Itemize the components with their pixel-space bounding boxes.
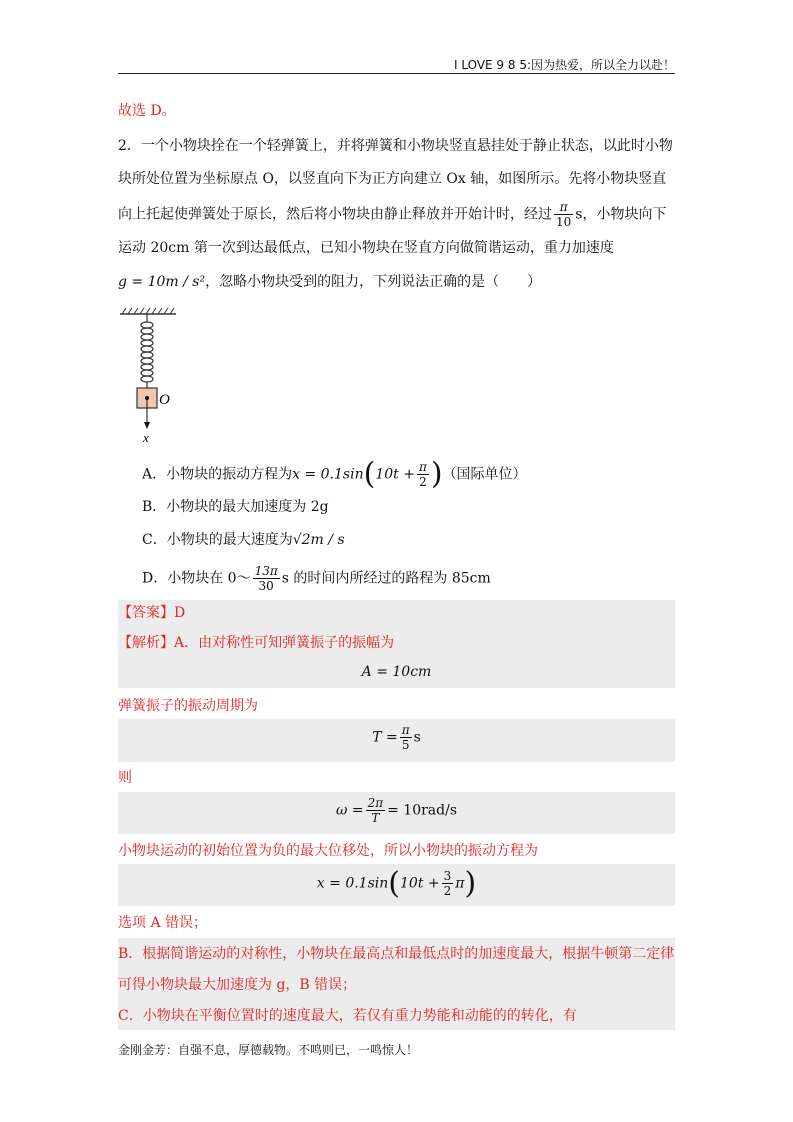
option-a-fraction bbox=[417, 460, 429, 489]
question-line-2: 块所处位置为坐标原点 O，以竖直向下为正方向建立 Ox 轴，如图所示。先将小物块竖直 bbox=[118, 171, 667, 187]
option-a-text: A．小物块的振动方程为 bbox=[142, 466, 293, 483]
question-line-5-text: ，忽略小物块受到的阻力，下列说法正确的是（ ） bbox=[205, 274, 542, 290]
analysis-label: 【解析】A．由对称性可知弹簧振子的振幅为 bbox=[118, 635, 395, 651]
option-d bbox=[142, 564, 491, 593]
period-equation bbox=[118, 723, 675, 752]
option-d-text: D．小物块在 0～ bbox=[142, 570, 251, 587]
option-b-explanation-2: 可得小物块最大加速度为 g，B 错误； bbox=[118, 977, 357, 993]
header-divider bbox=[118, 73, 675, 74]
question-line-3-before: 向上托起使弹簧处于原长，然后将小物块由静止释放并开始计时，经过 bbox=[118, 206, 552, 223]
period-unit: s bbox=[413, 729, 421, 746]
option-d-frac-num: 13π bbox=[254, 564, 278, 578]
option-c-text: C．小物块的最大速度为 bbox=[142, 532, 293, 548]
x-axis-arrow bbox=[144, 422, 150, 429]
period-text: 弹簧振子的振动周期为 bbox=[118, 698, 258, 714]
vibration-eq-num: 3 bbox=[443, 869, 452, 883]
option-a: A．小物块的振动方程为x = 0.1sin(10t + $\frac{\pi}{2}$ )（国际单位） bbox=[142, 456, 527, 492]
omega-rhs: = 10rad/s bbox=[387, 802, 458, 819]
omega-lhs: ω = bbox=[335, 802, 364, 819]
question-line-4: 运动 20cm 第一次到达最低点，已知小物块在竖直方向做简谐运动，重力加速度 bbox=[118, 240, 614, 256]
option-b-explanation-1: B．根据简谐运动的对称性，小物块在最高点和最低点时的加速度最大，根据牛顿第二定律 bbox=[118, 946, 675, 962]
option-c-formula: √2m / s bbox=[292, 532, 345, 548]
period-lhs: T = bbox=[372, 729, 398, 746]
period-num: π bbox=[401, 723, 410, 737]
origin-label: O bbox=[159, 392, 170, 408]
option-a-frac-num: π bbox=[418, 460, 427, 474]
question-line-5 bbox=[118, 272, 541, 292]
period-fraction bbox=[400, 723, 412, 752]
option-c bbox=[142, 530, 345, 550]
page-footer-text: 金刚金芳：自强不息，厚德载物。不鸣则已，一鸣惊人！ bbox=[118, 1043, 419, 1057]
spring bbox=[141, 314, 153, 388]
option-d-frac-den: 30 bbox=[258, 579, 274, 593]
initial-position-text: 小物块运动的初始位置为负的最大位移处，所以小物块的振动方程为 bbox=[118, 843, 538, 859]
vibration-equation: x = 0.1sin(10t + $\frac{3}{2}$ π) bbox=[316, 866, 477, 901]
amplitude-equation: A = 10cm bbox=[361, 664, 432, 680]
answer-label: 【答案】D bbox=[118, 605, 186, 621]
option-c-explanation-1: C．小物块在平衡位置时的速度最大，若仅有重力势能和动能的的转化，有 bbox=[118, 1008, 577, 1024]
time-fraction bbox=[554, 200, 573, 229]
period-den: 5 bbox=[401, 738, 410, 752]
option-d-fraction bbox=[253, 564, 280, 593]
page-header-text: I LOVE 9 8 5:因为热爱，所以全力以赴！ bbox=[453, 58, 675, 72]
option-b: B．小物块的最大加速度为 2g bbox=[142, 499, 329, 515]
vibration-eq-tail: π bbox=[455, 875, 465, 892]
vibration-eq-fraction bbox=[442, 869, 454, 898]
axis-label: x bbox=[143, 430, 149, 445]
question-line-3 bbox=[118, 200, 666, 229]
vibration-eq-den: 2 bbox=[443, 884, 452, 898]
gravity-formula: g = 10m / s² bbox=[118, 274, 206, 290]
time-fraction-num: π bbox=[554, 200, 573, 215]
option-d-after: s 的时间内所经过的路程为 85cm bbox=[281, 570, 491, 587]
question-line-1: 2．一个小物块拴在一个轻弹簧上，并将弹簧和小物块竖直悬挂处于静止状态，以此时小物 bbox=[118, 138, 673, 154]
then-text: 则 bbox=[118, 770, 132, 786]
omega-equation bbox=[118, 796, 675, 825]
vibration-eq-inner: 10t + bbox=[400, 875, 440, 892]
option-a-frac-den: 2 bbox=[419, 475, 427, 489]
option-a-formula-pre: x = 0.1sin bbox=[292, 466, 364, 483]
omega-den: T bbox=[371, 811, 380, 825]
option-a-formula-inner: 10t + bbox=[375, 466, 415, 483]
vibration-eq-pre: x = 0.1sin bbox=[316, 875, 389, 892]
option-a-after: （国际单位） bbox=[442, 466, 527, 483]
previous-conclusion: 故选 D。 bbox=[118, 103, 176, 119]
option-a-wrong: 选项 A 错误； bbox=[118, 915, 208, 931]
time-fraction-den: 10 bbox=[556, 215, 572, 229]
spring-block-figure bbox=[118, 306, 188, 446]
omega-fraction bbox=[366, 796, 386, 825]
question-line-3-after: s，小物块向下 bbox=[575, 206, 667, 223]
omega-num: 2π bbox=[367, 796, 384, 810]
ceiling-hatch bbox=[120, 308, 176, 314]
